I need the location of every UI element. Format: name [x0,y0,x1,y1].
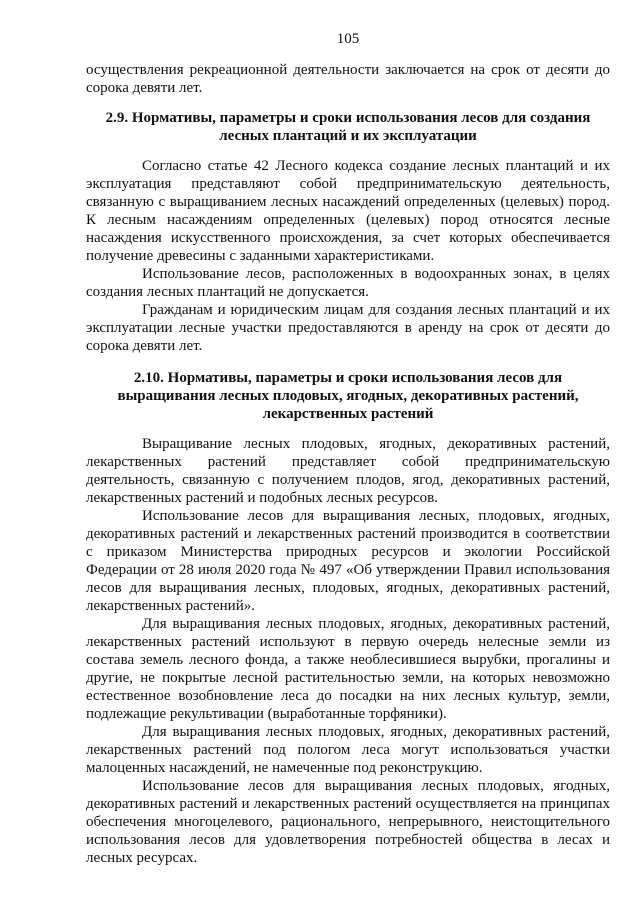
spacer [86,355,610,369]
spacer [86,423,610,435]
section-2-9-paragraph: Гражданам и юридическим лицам для создания лесных плантаций и их эксплуатации лесные участки предоставляются в аренду на срок от десяти до сорока девяти лет. [86,302,610,354]
section-2-9-paragraph: Использование лесов, расположенных в водоохранных зонах, в целях создания лесных плантаций не допускается. [86,266,610,300]
section-2-10-paragraph: Использование лесов для выращивания лесных, плодовых, ягодных, декоративных растений и лекарственных растений производится в соответствии с приказом Министерства природных ресурсов и экологии Российской Федерации от 28 июля 2020 года № 497 «Об утверждении Правил использования лесов для выращивания лесных, плодовых, ягодных, декоративных растений, лекарственных растений». [86,508,610,614]
section-2-9-heading: 2.9. Нормативы, параметры и сроки использования лесов для создания лесных плантаций и их эксплуатации [105,110,591,144]
page-number: 105 [336,31,360,47]
intro-paragraph: осуществления рекреационной деятельности заключается на срок от десяти до сорока девяти лет. [86,62,610,96]
section-2-10-paragraph: Для выращивания лесных плодовых, ягодных, декоративных растений, лекарственных растений под пологом леса могут использоваться участки малоценных насаждений, не намеченные под реконструкцию. [86,724,610,776]
section-2-10-paragraph: Для выращивания лесных плодовых, ягодных, декоративных растений, лекарственных растений используют в первую очередь нелесные земли из состава земель лесного фонда, а также необлесившиеся вырубки, прогалины и другие, не покрытые лесной растительностью земли, на которых невозможно естественное возобновление леса до посадки на них лесных культур, земли, подлежащие рекультивации (выработанные торфяники). [86,616,610,722]
section-2-10-paragraph: Выращивание лесных плодовых, ягодных, декоративных растений, лекарственных растений представляет собой предпринимательскую деятельность, связанную с получением плодов, ягод, декоративных растений, лекарственных растений и подобных лесных ресурсов. [86,436,610,506]
document-page [86,30,610,867]
spacer [86,145,610,157]
section-2-9-paragraph: Согласно статье 42 Лесного кодекса создание лесных плантаций и их эксплуатация представляют собой предпринимательскую деятельность, связанную с выращиванием лесных насаждений определенных (целевых) пород. К лесным насаждениям определенных (целевых) пород относятся лесные насаждения искусственного происхождения, за счет которых обеспечивается получение древесины с заданными характеристиками. [86,158,610,264]
spacer [86,97,610,109]
section-2-10-paragraph: Использование лесов для выращивания лесных плодовых, ягодных, декоративных растений и лекарственных растений осуществляется на принципах обеспечения многоцелевого, рационального, непрерывного, неистощительного использования лесов для удовлетворения потребностей общества в лесах и лесных ресурсах. [86,778,610,866]
section-2-10-heading: 2.10. Нормативы, параметры и сроки использования лесов для выращивания лесных плодовых, ягодных, декоративных растений, лекарственных растений [117,370,579,422]
